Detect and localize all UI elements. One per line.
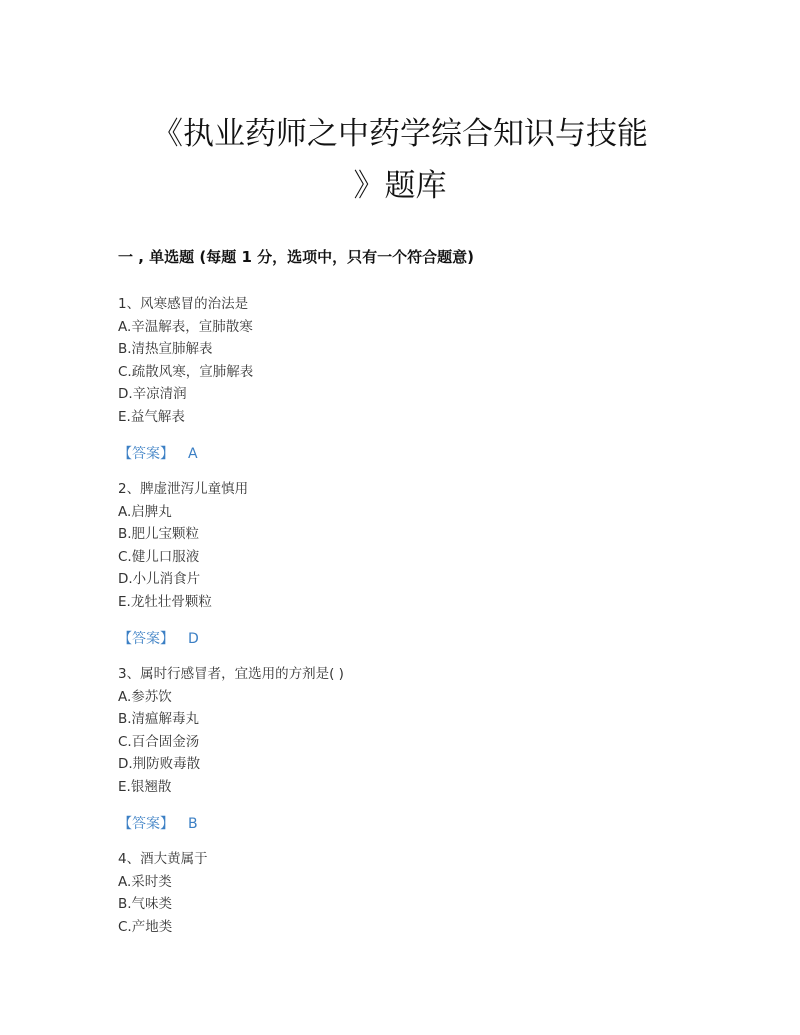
option-c: C.百合固金汤 [118,733,200,750]
section-heading: 一 , 单选题 (每题 1 分，选项中，只有一个符合题意) [118,248,474,266]
option-d: D.小儿消食片 [118,571,201,587]
answer-value: B [188,816,198,832]
answer-3 [118,813,198,833]
question-4 [118,848,208,938]
question-stem: 1、风寒感冒的治法是 [118,296,249,312]
answer-label: 【答案】 [118,816,174,832]
answer-value: D [188,631,199,647]
option-e: E.益气解表 [118,408,185,425]
question-1 [118,293,253,428]
question-3 [118,663,344,798]
answer-1 [118,443,198,463]
title-line-2: 》题库 [353,168,447,204]
answer-label: 【答案】 [118,446,174,462]
title-line-1: 《执业药师之中药学综合知识与技能 [152,116,648,152]
option-a: A.辛温解表，宣肺散寒 [118,318,253,335]
option-b: B.气味类 [118,896,173,912]
option-b: B.肥儿宝颗粒 [118,526,200,542]
option-a: A.启脾丸 [118,503,172,520]
option-a: A.参苏饮 [118,688,172,705]
answer-2 [118,628,199,648]
document-title [100,108,700,212]
question-2 [118,478,248,613]
answer-label: 【答案】 [118,631,174,647]
option-c: C.产地类 [118,918,173,935]
option-e: E.银翘散 [118,778,172,795]
question-stem: 2、脾虚泄泻儿童慎用 [118,481,249,497]
option-d: D.辛凉清润 [118,386,187,402]
question-stem: 4、酒大黄属于 [118,851,208,867]
question-stem: 3、属时行感冒者，宜选用的方剂是( ) [118,666,344,682]
answer-value: A [188,446,198,462]
option-e: E.龙牡壮骨颗粒 [118,593,212,610]
option-b: B.清热宣肺解表 [118,341,213,357]
option-c: C.疏散风寒，宣肺解表 [118,363,254,380]
option-d: D.荆防败毒散 [118,756,201,772]
option-b: B.清瘟解毒丸 [118,711,200,727]
option-c: C.健儿口服液 [118,548,200,565]
option-a: A.采时类 [118,873,172,890]
